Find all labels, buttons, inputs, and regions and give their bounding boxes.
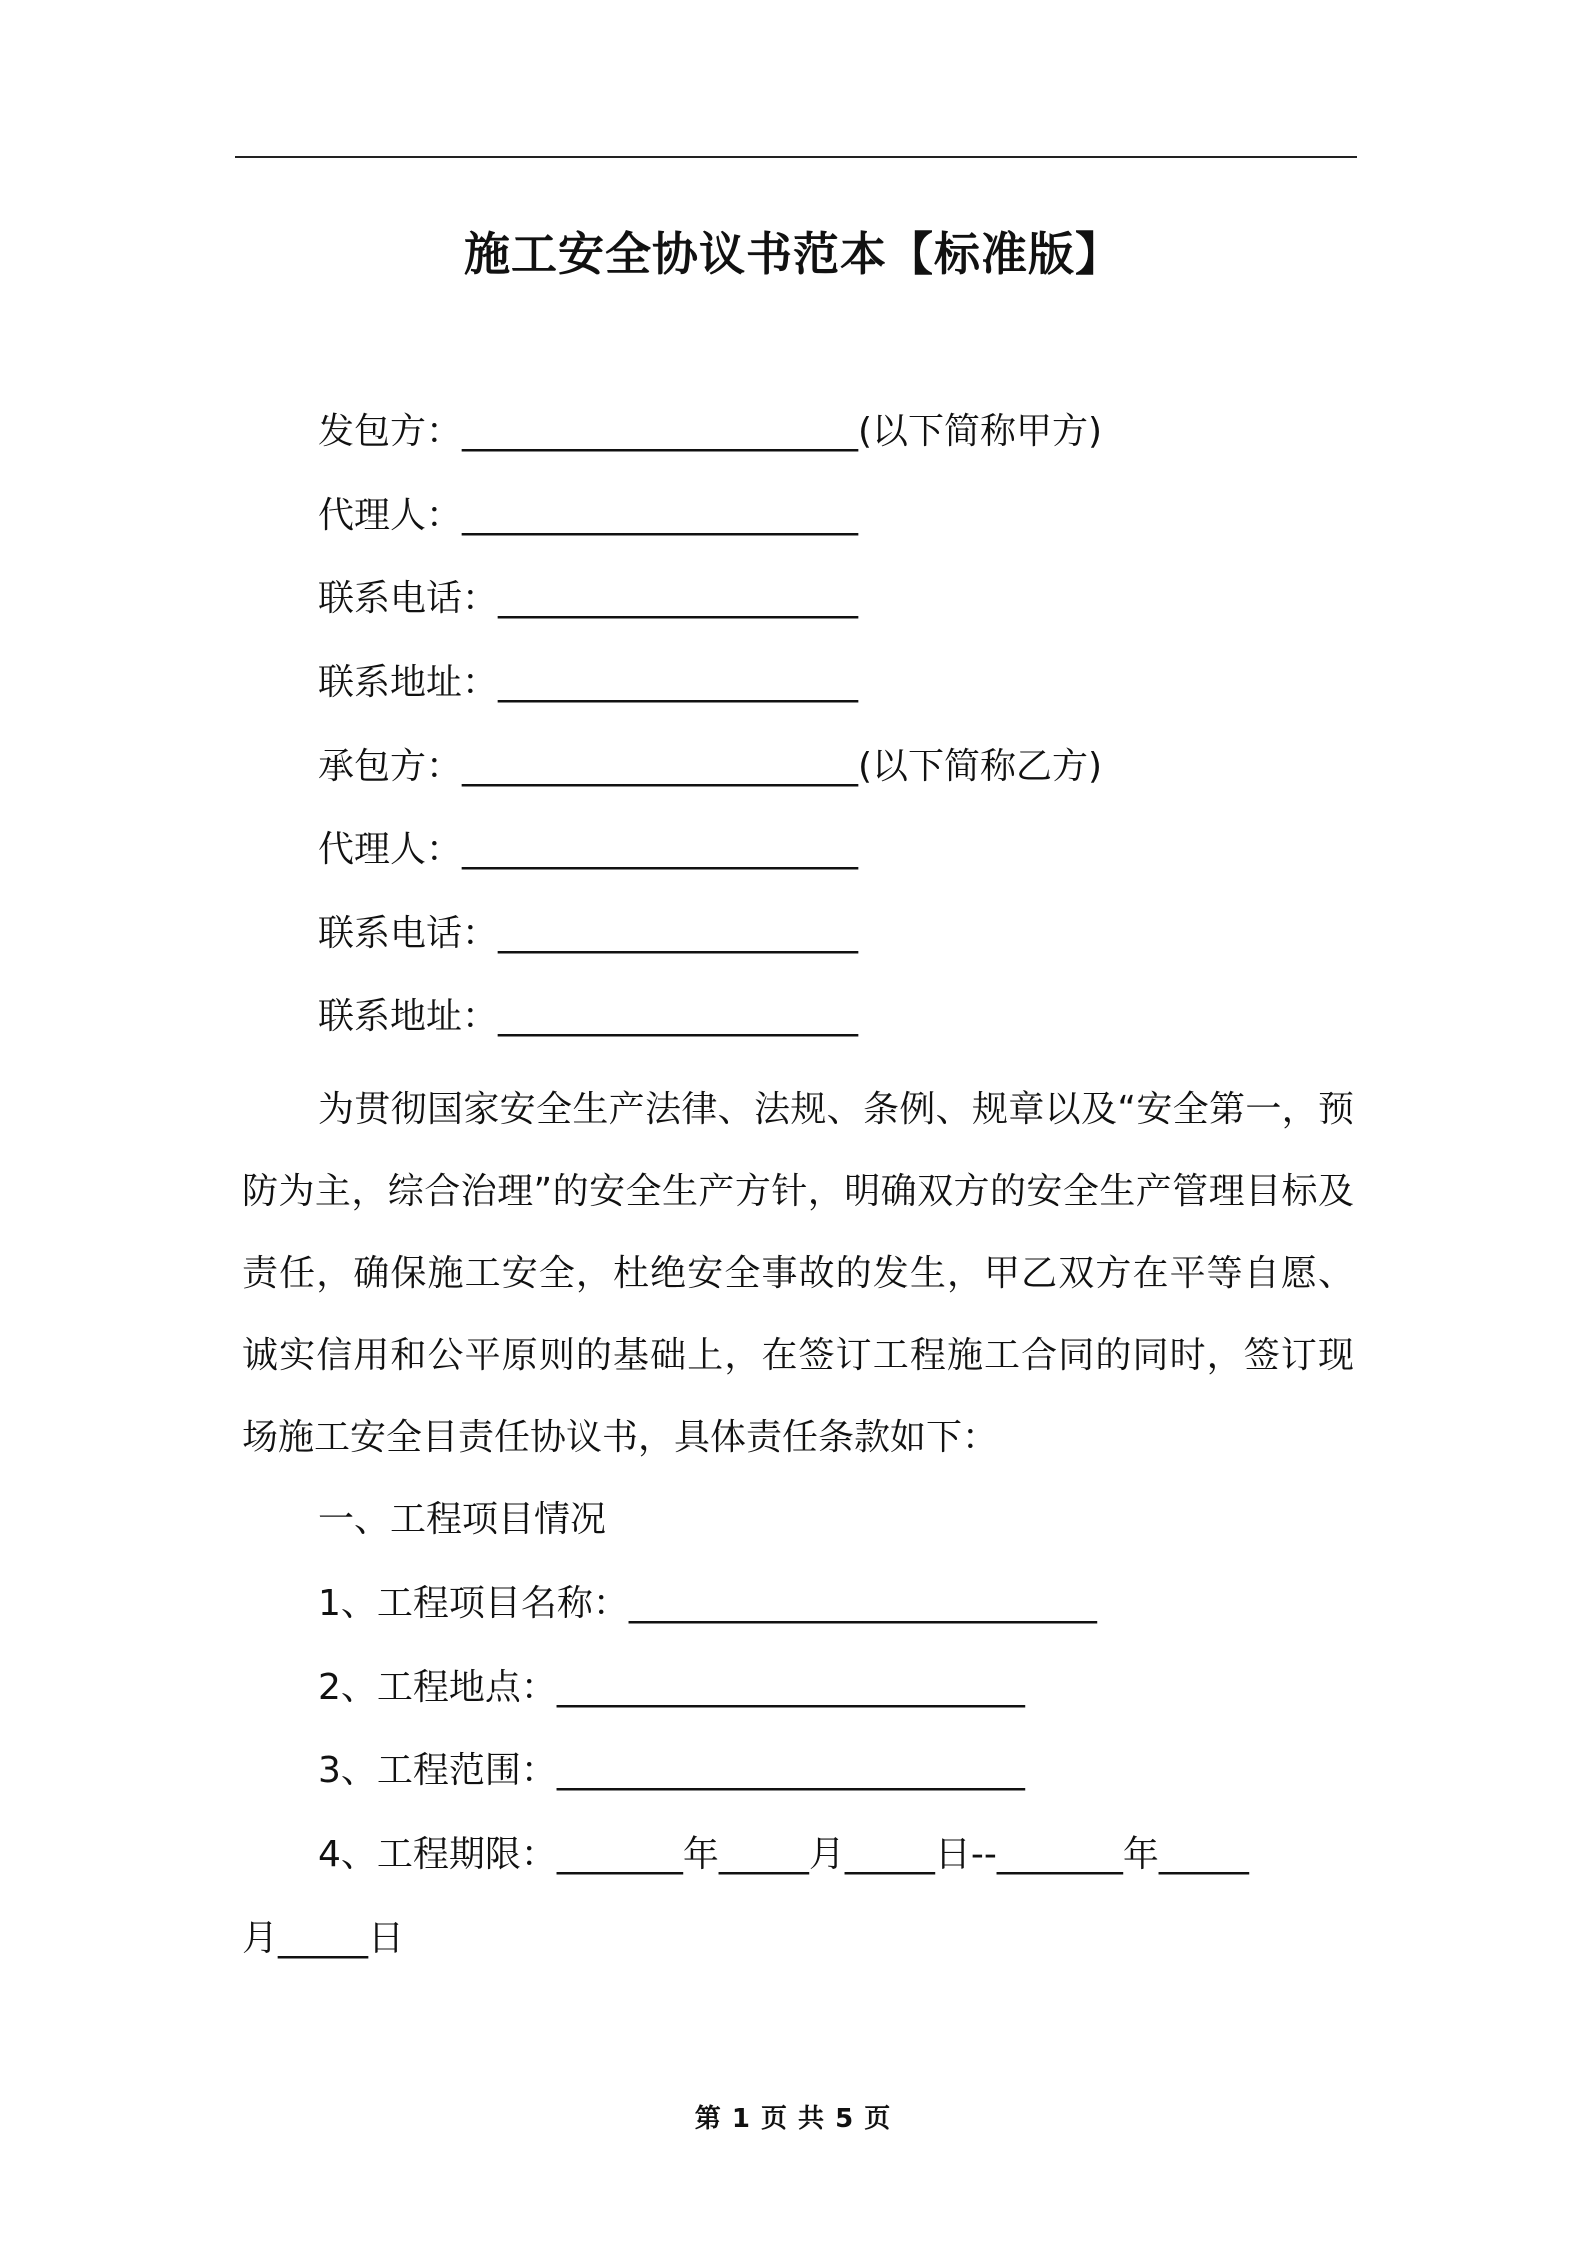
header-rule <box>235 156 1357 158</box>
project-period-continuation: 月_____日 <box>242 1918 405 1959</box>
party-a-phone-line: 联系电话：____________________ <box>318 578 859 619</box>
party-a-address-line: 联系地址：____________________ <box>318 662 859 703</box>
project-name-line: 1、工程项目名称：__________________________ <box>318 1583 1097 1624</box>
party-a-agent-line: 代理人：______________________ <box>318 495 859 536</box>
party-b-agent-line: 代理人：______________________ <box>318 829 859 870</box>
section-heading: 一、工程项目情况 <box>318 1499 607 1540</box>
party-a-line: 发包方：______________________(以下简称甲方) <box>318 411 1103 452</box>
party-b-address-line: 联系地址：____________________ <box>318 996 859 1037</box>
document-title: 施工安全协议书范本【标准版】 <box>464 227 1122 281</box>
page-indicator: 第 1 页 共 5 页 <box>694 2104 892 2134</box>
project-scope-line: 3、工程范围：__________________________ <box>318 1750 1025 1791</box>
project-location-line: 2、工程地点：__________________________ <box>318 1667 1025 1708</box>
project-period-line: 4、工程期限：_______年_____月_____日--_______年_____ <box>318 1834 1249 1875</box>
party-b-line: 承包方：______________________(以下简称乙方) <box>318 746 1103 787</box>
intro-paragraph: 为贯彻国家安全生产法律、法规、条例、规章以及“安全第一，预防为主，综合治理”的安全生产方针，明确双方的安全生产管理目标及责任，确保施工安全，杜绝安全事故的发生，甲乙双方在平等自愿、诚实信用和公平原则的基础上，在签订工程施工合同的同时，签订现场施工安全目责任协议书，具体责任条款如下： <box>242 1089 1354 1458</box>
party-b-phone-line: 联系电话：____________________ <box>318 913 859 954</box>
